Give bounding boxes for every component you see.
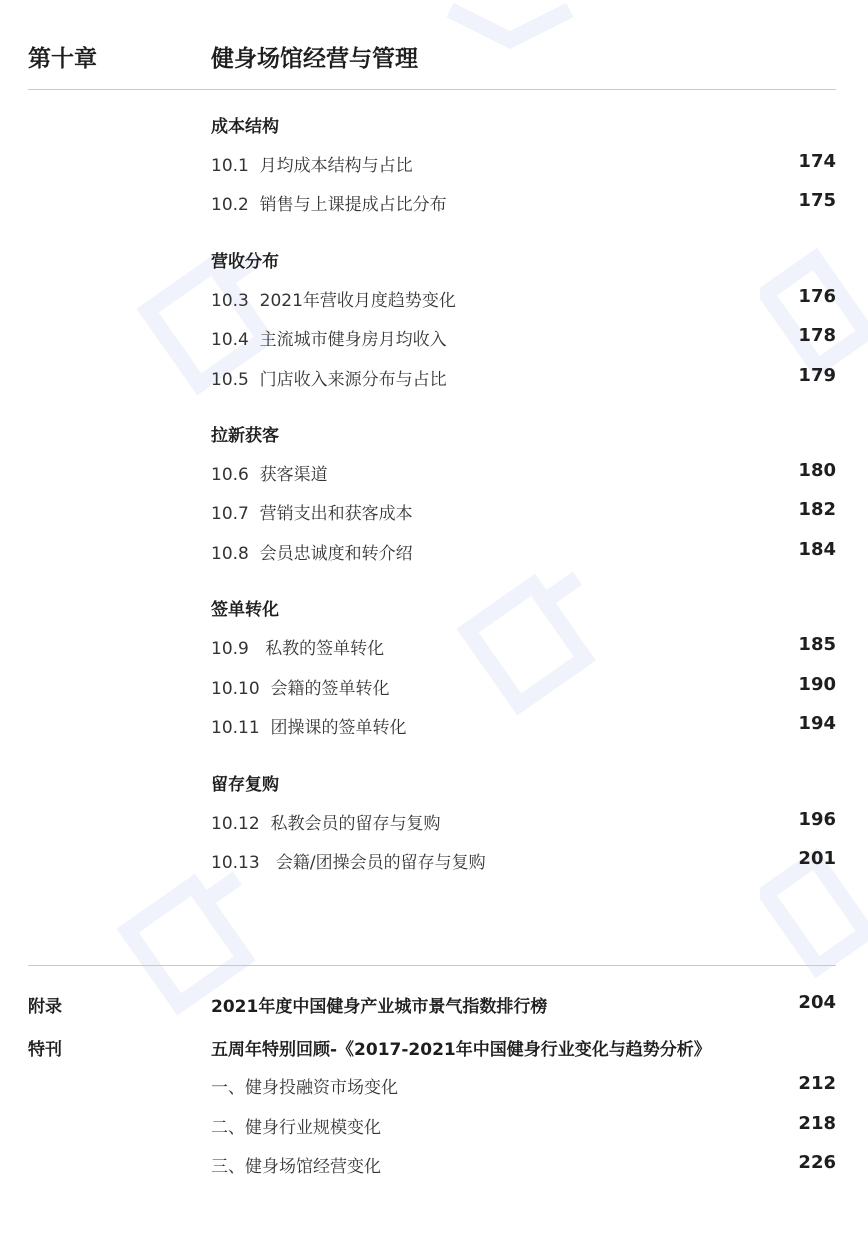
toc-entry[interactable]: [211, 539, 413, 564]
chapter-label: 第十章: [28, 46, 97, 72]
entry-label: 会籍/团操会员的留存与复购: [275, 853, 486, 873]
entry-label: 门店收入来源分布与占比: [259, 370, 447, 390]
entry-code: 10.13: [211, 853, 260, 873]
page-number: 185: [798, 634, 836, 655]
entry-label: 2021年营收月度趋势变化: [259, 291, 456, 311]
toc-entry[interactable]: [211, 365, 447, 390]
entry-code: 10.1: [211, 156, 249, 176]
page-number: 180: [798, 460, 836, 481]
entry-label: 会员忠诚度和转介绍: [259, 544, 413, 564]
entry-code: 10.9: [211, 639, 249, 659]
entry-label: 团操课的签单转化: [270, 718, 407, 738]
entry-code: 10.2: [211, 195, 249, 215]
toc-entry[interactable]: [211, 190, 447, 215]
entry-code: 10.5: [211, 370, 249, 390]
section-heading: 成本结构: [211, 117, 279, 137]
toc-entry[interactable]: [211, 713, 406, 738]
entry-code: 10.12: [211, 814, 260, 834]
toc-entry[interactable]: [211, 674, 389, 699]
page-number: 196: [798, 809, 836, 830]
chapter-title: 健身场馆经营与管理: [211, 46, 418, 72]
entry-code: 10.3: [211, 291, 249, 311]
section-heading: 拉新获客: [211, 426, 279, 446]
toc-entry[interactable]: [211, 151, 413, 176]
divider: [28, 89, 836, 90]
special-label: 特刊: [28, 1040, 62, 1060]
entry-label: 营销支出和获客成本: [259, 504, 413, 524]
page-number: 226: [798, 1152, 836, 1173]
entry-label: 销售与上课提成占比分布: [259, 195, 447, 215]
page-number: 175: [798, 190, 836, 211]
appendix-label: 附录: [28, 997, 62, 1017]
entry-code: 10.7: [211, 504, 249, 524]
page-number: 179: [798, 365, 836, 386]
page-number: 178: [798, 325, 836, 346]
entry-label: 私教会员的留存与复购: [270, 814, 441, 834]
toc-entry[interactable]: [211, 634, 384, 659]
entry-code: 10.4: [211, 330, 249, 350]
section-heading: 留存复购: [211, 775, 279, 795]
special-title[interactable]: 五周年特别回顾-《2017-2021年中国健身行业变化与趋势分析》: [211, 1040, 711, 1060]
toc-entry[interactable]: 三、健身场馆经营变化: [211, 1157, 381, 1177]
page-number: 176: [798, 286, 836, 307]
toc-entry[interactable]: [211, 286, 456, 311]
entry-label: 主流城市健身房月均收入: [259, 330, 447, 350]
watermark-logo: [430, 0, 610, 60]
divider: [28, 965, 836, 966]
page-number: 184: [798, 539, 836, 560]
toc-entry[interactable]: [211, 809, 440, 834]
page-number: 218: [798, 1113, 836, 1134]
page-number: 204: [798, 992, 836, 1013]
entry-code: 10.10: [211, 679, 260, 699]
entry-label: 月均成本结构与占比: [259, 156, 413, 176]
entry-label: 获客渠道: [259, 465, 328, 485]
toc-entry[interactable]: [211, 460, 328, 485]
page-number: 212: [798, 1073, 836, 1094]
appendix-title[interactable]: 2021年度中国健身产业城市景气指数排行榜: [211, 997, 548, 1017]
toc-entry[interactable]: 二、健身行业规模变化: [211, 1118, 381, 1138]
watermark-logo: [440, 520, 700, 720]
page-number: 194: [798, 713, 836, 734]
watermark-logo: [760, 220, 868, 420]
entry-code: 10.8: [211, 544, 249, 564]
section-heading: 签单转化: [211, 600, 279, 620]
toc-entry[interactable]: [211, 325, 447, 350]
page-number: 190: [798, 674, 836, 695]
entry-code: 10.6: [211, 465, 249, 485]
entry-label: 会籍的签单转化: [270, 679, 390, 699]
toc-entry[interactable]: [211, 499, 413, 524]
section-heading: 营收分布: [211, 252, 279, 272]
toc-entry[interactable]: 一、健身投融资市场变化: [211, 1078, 398, 1098]
page-number: 182: [798, 499, 836, 520]
entry-code: 10.11: [211, 718, 260, 738]
toc-entry[interactable]: [211, 848, 486, 873]
entry-label: 私教的签单转化: [265, 639, 385, 659]
page-number: 201: [798, 848, 836, 869]
page-number: 174: [798, 151, 836, 172]
